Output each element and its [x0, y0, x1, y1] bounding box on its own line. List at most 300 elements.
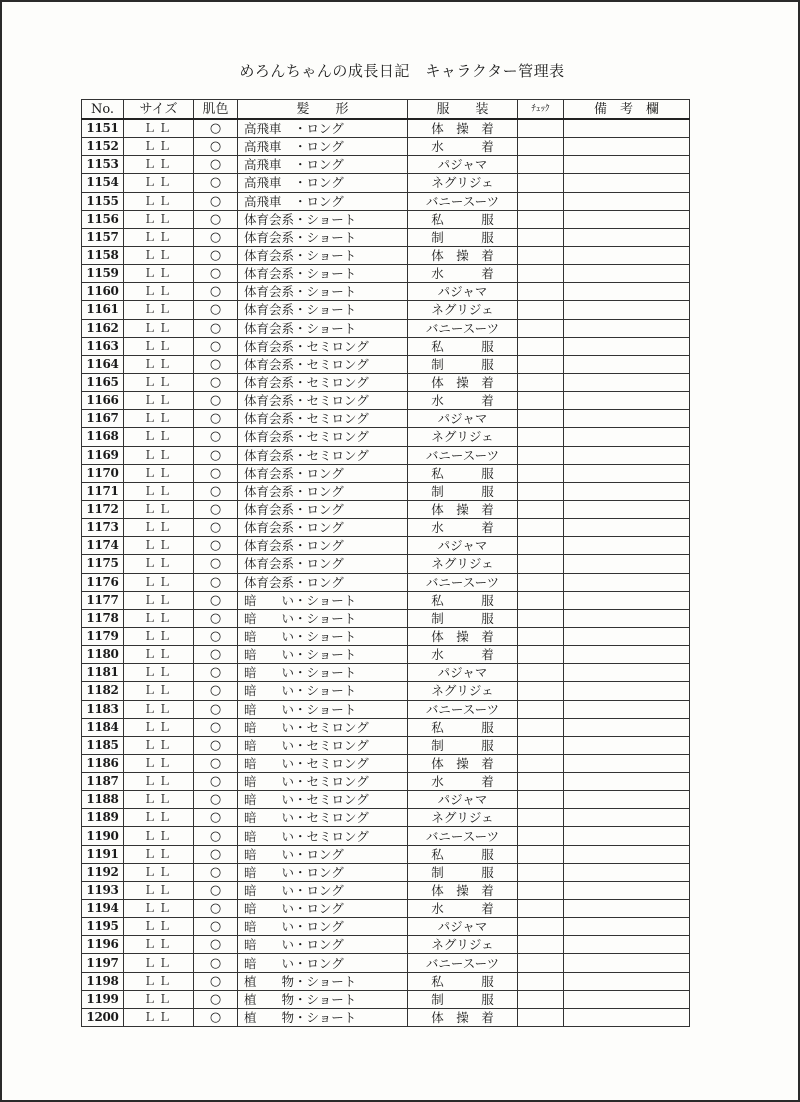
check-cell	[518, 682, 564, 700]
check-cell	[518, 446, 564, 464]
clothes-cell: バニースーツ	[408, 700, 518, 718]
header-check: ﾁｪｯｸ	[518, 100, 564, 120]
notes-cell	[564, 591, 690, 609]
notes-cell	[564, 428, 690, 446]
size-cell: ＬＬ	[124, 319, 194, 337]
table-row	[82, 246, 690, 264]
size-cell: ＬＬ	[124, 646, 194, 664]
check-cell	[518, 736, 564, 754]
row-number-cell: 1197	[82, 954, 124, 972]
hairstyle-cell: 植 物・ショート	[238, 990, 408, 1008]
hairstyle-cell: 体育会系・ショート	[238, 319, 408, 337]
hairstyle-cell: 暗 い・ロング	[238, 845, 408, 863]
size-cell: ＬＬ	[124, 918, 194, 936]
row-number-cell: 1157	[82, 228, 124, 246]
size-cell: ＬＬ	[124, 246, 194, 264]
clothes-cell: 体 操 着	[408, 754, 518, 772]
clothes-cell: 体 操 着	[408, 373, 518, 391]
size-cell: ＬＬ	[124, 573, 194, 591]
check-cell	[518, 228, 564, 246]
size-cell: ＬＬ	[124, 301, 194, 319]
notes-cell	[564, 319, 690, 337]
hairstyle-cell: 植 物・ショート	[238, 972, 408, 990]
size-cell: ＬＬ	[124, 682, 194, 700]
notes-cell	[564, 192, 690, 210]
notes-cell	[564, 410, 690, 428]
hairstyle-cell: 暗 い・セミロング	[238, 718, 408, 736]
table-row	[82, 881, 690, 899]
notes-cell	[564, 990, 690, 1008]
table-row	[82, 700, 690, 718]
hairstyle-cell: 体育会系・ショート	[238, 210, 408, 228]
notes-cell	[564, 119, 690, 138]
size-cell: ＬＬ	[124, 827, 194, 845]
table-row	[82, 773, 690, 791]
row-number-cell: 1151	[82, 119, 124, 138]
clothes-cell: バニースーツ	[408, 319, 518, 337]
notes-cell	[564, 809, 690, 827]
notes-cell	[564, 845, 690, 863]
skin-color-cell: ○	[194, 392, 238, 410]
skin-color-cell: ○	[194, 682, 238, 700]
size-cell: ＬＬ	[124, 754, 194, 772]
clothes-cell: パジャマ	[408, 664, 518, 682]
hairstyle-cell: 暗 い・セミロング	[238, 773, 408, 791]
table-row	[82, 337, 690, 355]
check-cell	[518, 319, 564, 337]
skin-color-cell: ○	[194, 228, 238, 246]
clothes-cell: バニースーツ	[408, 192, 518, 210]
character-table	[81, 99, 690, 1027]
skin-color-cell: ○	[194, 464, 238, 482]
clothes-cell: ネグリジェ	[408, 301, 518, 319]
clothes-cell: パジャマ	[408, 918, 518, 936]
row-number-cell: 1191	[82, 845, 124, 863]
notes-cell	[564, 682, 690, 700]
table-row	[82, 192, 690, 210]
hairstyle-cell: 暗 い・ロング	[238, 881, 408, 899]
skin-color-cell: ○	[194, 428, 238, 446]
row-number-cell: 1171	[82, 482, 124, 500]
check-cell	[518, 428, 564, 446]
notes-cell	[564, 337, 690, 355]
notes-cell	[564, 482, 690, 500]
clothes-cell: バニースーツ	[408, 827, 518, 845]
clothes-cell: 体 操 着	[408, 500, 518, 518]
table-row	[82, 918, 690, 936]
hairstyle-cell: 暗 い・セミロング	[238, 736, 408, 754]
size-cell: ＬＬ	[124, 627, 194, 645]
size-cell: ＬＬ	[124, 355, 194, 373]
hairstyle-cell: 暗 い・セミロング	[238, 754, 408, 772]
check-cell	[518, 119, 564, 138]
hairstyle-cell: 体育会系・セミロング	[238, 392, 408, 410]
skin-color-cell: ○	[194, 936, 238, 954]
check-cell	[518, 754, 564, 772]
table-row	[82, 791, 690, 809]
skin-color-cell: ○	[194, 863, 238, 881]
table-row	[82, 1008, 690, 1026]
skin-color-cell: ○	[194, 537, 238, 555]
table-row	[82, 954, 690, 972]
check-cell	[518, 900, 564, 918]
row-number-cell: 1188	[82, 791, 124, 809]
clothes-cell: バニースーツ	[408, 573, 518, 591]
check-cell	[518, 773, 564, 791]
hairstyle-cell: 体育会系・セミロング	[238, 446, 408, 464]
hairstyle-cell: 暗 い・セミロング	[238, 791, 408, 809]
table-row	[82, 410, 690, 428]
skin-color-cell: ○	[194, 482, 238, 500]
skin-color-cell: ○	[194, 265, 238, 283]
row-number-cell: 1173	[82, 519, 124, 537]
table-row	[82, 156, 690, 174]
skin-color-cell: ○	[194, 519, 238, 537]
check-cell	[518, 664, 564, 682]
size-cell: ＬＬ	[124, 392, 194, 410]
hairstyle-cell: 体育会系・ロング	[238, 464, 408, 482]
size-cell: ＬＬ	[124, 791, 194, 809]
check-cell	[518, 863, 564, 881]
check-cell	[518, 954, 564, 972]
check-cell	[518, 918, 564, 936]
size-cell: ＬＬ	[124, 609, 194, 627]
check-cell	[518, 627, 564, 645]
row-number-cell: 1172	[82, 500, 124, 518]
notes-cell	[564, 972, 690, 990]
clothes-cell: パジャマ	[408, 791, 518, 809]
table-row	[82, 736, 690, 754]
table-row	[82, 174, 690, 192]
size-cell: ＬＬ	[124, 156, 194, 174]
size-cell: ＬＬ	[124, 337, 194, 355]
clothes-cell: 制 服	[408, 609, 518, 627]
clothes-cell: 水 着	[408, 900, 518, 918]
hairstyle-cell: 体育会系・セミロング	[238, 410, 408, 428]
table-row	[82, 863, 690, 881]
table-row	[82, 936, 690, 954]
check-cell	[518, 881, 564, 899]
hairstyle-cell: 暗 い・ロング	[238, 900, 408, 918]
row-number-cell: 1167	[82, 410, 124, 428]
notes-cell	[564, 156, 690, 174]
clothes-cell: 制 服	[408, 990, 518, 1008]
check-cell	[518, 337, 564, 355]
hairstyle-cell: 体育会系・ショート	[238, 265, 408, 283]
table-row	[82, 664, 690, 682]
check-cell	[518, 555, 564, 573]
skin-color-cell: ○	[194, 500, 238, 518]
size-cell: ＬＬ	[124, 428, 194, 446]
row-number-cell: 1177	[82, 591, 124, 609]
check-cell	[518, 174, 564, 192]
clothes-cell: 体 操 着	[408, 881, 518, 899]
hairstyle-cell: 高飛車 ・ロング	[238, 138, 408, 156]
row-number-cell: 1160	[82, 283, 124, 301]
clothes-cell: 私 服	[408, 210, 518, 228]
table-row	[82, 482, 690, 500]
clothes-cell: 水 着	[408, 265, 518, 283]
clothes-cell: 私 服	[408, 972, 518, 990]
notes-cell	[564, 609, 690, 627]
hairstyle-cell: 体育会系・ロング	[238, 519, 408, 537]
table-row	[82, 301, 690, 319]
skin-color-cell: ○	[194, 210, 238, 228]
skin-color-cell: ○	[194, 918, 238, 936]
notes-cell	[564, 138, 690, 156]
row-number-cell: 1183	[82, 700, 124, 718]
row-number-cell: 1178	[82, 609, 124, 627]
skin-color-cell: ○	[194, 301, 238, 319]
table-row	[82, 718, 690, 736]
header-skin: 肌色	[194, 100, 238, 120]
row-number-cell: 1198	[82, 972, 124, 990]
clothes-cell: 体 操 着	[408, 627, 518, 645]
clothes-cell: 制 服	[408, 736, 518, 754]
skin-color-cell: ○	[194, 337, 238, 355]
size-cell: ＬＬ	[124, 700, 194, 718]
table-row	[82, 754, 690, 772]
clothes-cell: 私 服	[408, 337, 518, 355]
notes-cell	[564, 627, 690, 645]
table-row	[82, 900, 690, 918]
check-cell	[518, 537, 564, 555]
skin-color-cell: ○	[194, 319, 238, 337]
notes-cell	[564, 464, 690, 482]
skin-color-cell: ○	[194, 972, 238, 990]
check-cell	[518, 301, 564, 319]
size-cell: ＬＬ	[124, 954, 194, 972]
clothes-cell: 体 操 着	[408, 119, 518, 138]
size-cell: ＬＬ	[124, 210, 194, 228]
check-cell	[518, 265, 564, 283]
hairstyle-cell: 暗 い・セミロング	[238, 809, 408, 827]
clothes-cell: ネグリジェ	[408, 809, 518, 827]
hairstyle-cell: 体育会系・ロング	[238, 482, 408, 500]
hairstyle-cell: 暗 い・ショート	[238, 591, 408, 609]
skin-color-cell: ○	[194, 646, 238, 664]
hairstyle-cell: 暗 い・ロング	[238, 954, 408, 972]
notes-cell	[564, 301, 690, 319]
check-cell	[518, 573, 564, 591]
row-number-cell: 1174	[82, 537, 124, 555]
row-number-cell: 1155	[82, 192, 124, 210]
notes-cell	[564, 373, 690, 391]
size-cell: ＬＬ	[124, 555, 194, 573]
row-number-cell: 1176	[82, 573, 124, 591]
size-cell: ＬＬ	[124, 537, 194, 555]
row-number-cell: 1153	[82, 156, 124, 174]
header-hair: 髪 形	[238, 100, 408, 120]
row-number-cell: 1189	[82, 809, 124, 827]
row-number-cell: 1166	[82, 392, 124, 410]
clothes-cell: ネグリジェ	[408, 174, 518, 192]
notes-cell	[564, 918, 690, 936]
table-row	[82, 682, 690, 700]
clothes-cell: 水 着	[408, 646, 518, 664]
size-cell: ＬＬ	[124, 519, 194, 537]
row-number-cell: 1179	[82, 627, 124, 645]
skin-color-cell: ○	[194, 754, 238, 772]
header-no: No.	[82, 100, 124, 120]
clothes-cell: パジャマ	[408, 156, 518, 174]
table-row	[82, 591, 690, 609]
hairstyle-cell: 暗 い・ロング	[238, 863, 408, 881]
clothes-cell: パジャマ	[408, 410, 518, 428]
skin-color-cell: ○	[194, 609, 238, 627]
size-cell: ＬＬ	[124, 446, 194, 464]
table-body	[82, 119, 690, 1027]
clothes-cell: 私 服	[408, 591, 518, 609]
check-cell	[518, 591, 564, 609]
size-cell: ＬＬ	[124, 990, 194, 1008]
skin-color-cell: ○	[194, 355, 238, 373]
notes-cell	[564, 881, 690, 899]
skin-color-cell: ○	[194, 591, 238, 609]
check-cell	[518, 809, 564, 827]
table-row	[82, 228, 690, 246]
row-number-cell: 1168	[82, 428, 124, 446]
skin-color-cell: ○	[194, 900, 238, 918]
clothes-cell: 私 服	[408, 464, 518, 482]
size-cell: ＬＬ	[124, 900, 194, 918]
row-number-cell: 1170	[82, 464, 124, 482]
table-row	[82, 355, 690, 373]
clothes-cell: パジャマ	[408, 283, 518, 301]
clothes-cell: 私 服	[408, 718, 518, 736]
notes-cell	[564, 700, 690, 718]
clothes-cell: 水 着	[408, 773, 518, 791]
check-cell	[518, 192, 564, 210]
skin-color-cell: ○	[194, 1008, 238, 1026]
row-number-cell: 1192	[82, 863, 124, 881]
table-row	[82, 392, 690, 410]
clothes-cell: 水 着	[408, 138, 518, 156]
notes-cell	[564, 210, 690, 228]
header-clothes: 服 装	[408, 100, 518, 120]
row-number-cell: 1187	[82, 773, 124, 791]
skin-color-cell: ○	[194, 664, 238, 682]
check-cell	[518, 246, 564, 264]
size-cell: ＬＬ	[124, 863, 194, 881]
header-notes: 備 考 欄	[564, 100, 690, 120]
notes-cell	[564, 664, 690, 682]
table-row	[82, 555, 690, 573]
clothes-cell: 制 服	[408, 863, 518, 881]
clothes-cell: 体 操 着	[408, 1008, 518, 1026]
table-row	[82, 265, 690, 283]
clothes-cell: ネグリジェ	[408, 682, 518, 700]
notes-cell	[564, 537, 690, 555]
table-row	[82, 627, 690, 645]
hairstyle-cell: 暗 い・ショート	[238, 627, 408, 645]
notes-cell	[564, 392, 690, 410]
clothes-cell: ネグリジェ	[408, 428, 518, 446]
table-row	[82, 827, 690, 845]
row-number-cell: 1180	[82, 646, 124, 664]
row-number-cell: 1156	[82, 210, 124, 228]
check-cell	[518, 138, 564, 156]
check-cell	[518, 936, 564, 954]
size-cell: ＬＬ	[124, 138, 194, 156]
table-row	[82, 373, 690, 391]
size-cell: ＬＬ	[124, 265, 194, 283]
notes-cell	[564, 1008, 690, 1026]
row-number-cell: 1190	[82, 827, 124, 845]
row-number-cell: 1158	[82, 246, 124, 264]
clothes-cell: ネグリジェ	[408, 555, 518, 573]
skin-color-cell: ○	[194, 954, 238, 972]
row-number-cell: 1185	[82, 736, 124, 754]
table-row	[82, 283, 690, 301]
hairstyle-cell: 体育会系・ロング	[238, 500, 408, 518]
table-row	[82, 573, 690, 591]
skin-color-cell: ○	[194, 283, 238, 301]
notes-cell	[564, 936, 690, 954]
row-number-cell: 1195	[82, 918, 124, 936]
notes-cell	[564, 228, 690, 246]
check-cell	[518, 827, 564, 845]
row-number-cell: 1154	[82, 174, 124, 192]
table-row	[82, 138, 690, 156]
size-cell: ＬＬ	[124, 500, 194, 518]
hairstyle-cell: 体育会系・ロング	[238, 555, 408, 573]
check-cell	[518, 972, 564, 990]
skin-color-cell: ○	[194, 845, 238, 863]
row-number-cell: 1175	[82, 555, 124, 573]
hairstyle-cell: 体育会系・セミロング	[238, 337, 408, 355]
row-number-cell: 1193	[82, 881, 124, 899]
page-title: めろんちゃんの成長日記 キャラクター管理表	[239, 62, 565, 80]
row-number-cell: 1194	[82, 900, 124, 918]
table-row	[82, 319, 690, 337]
notes-cell	[564, 283, 690, 301]
notes-cell	[564, 174, 690, 192]
check-cell	[518, 410, 564, 428]
skin-color-cell: ○	[194, 192, 238, 210]
check-cell	[518, 609, 564, 627]
skin-color-cell: ○	[194, 174, 238, 192]
table-row	[82, 845, 690, 863]
clothes-cell: 制 服	[408, 355, 518, 373]
hairstyle-cell: 暗 い・ショート	[238, 664, 408, 682]
hairstyle-cell: 暗 い・セミロング	[238, 827, 408, 845]
skin-color-cell: ○	[194, 573, 238, 591]
size-cell: ＬＬ	[124, 972, 194, 990]
clothes-cell: 制 服	[408, 482, 518, 500]
table-row	[82, 428, 690, 446]
size-cell: ＬＬ	[124, 881, 194, 899]
skin-color-cell: ○	[194, 881, 238, 899]
size-cell: ＬＬ	[124, 1008, 194, 1026]
size-cell: ＬＬ	[124, 228, 194, 246]
row-number-cell: 1200	[82, 1008, 124, 1026]
size-cell: ＬＬ	[124, 410, 194, 428]
table-row	[82, 446, 690, 464]
size-cell: ＬＬ	[124, 482, 194, 500]
hairstyle-cell: 体育会系・セミロング	[238, 373, 408, 391]
notes-cell	[564, 827, 690, 845]
hairstyle-cell: 高飛車 ・ロング	[238, 192, 408, 210]
hairstyle-cell: 高飛車 ・ロング	[238, 174, 408, 192]
size-cell: ＬＬ	[124, 936, 194, 954]
notes-cell	[564, 573, 690, 591]
clothes-cell: バニースーツ	[408, 446, 518, 464]
clothes-cell: ネグリジェ	[408, 936, 518, 954]
table-row	[82, 646, 690, 664]
notes-cell	[564, 555, 690, 573]
notes-cell	[564, 355, 690, 373]
